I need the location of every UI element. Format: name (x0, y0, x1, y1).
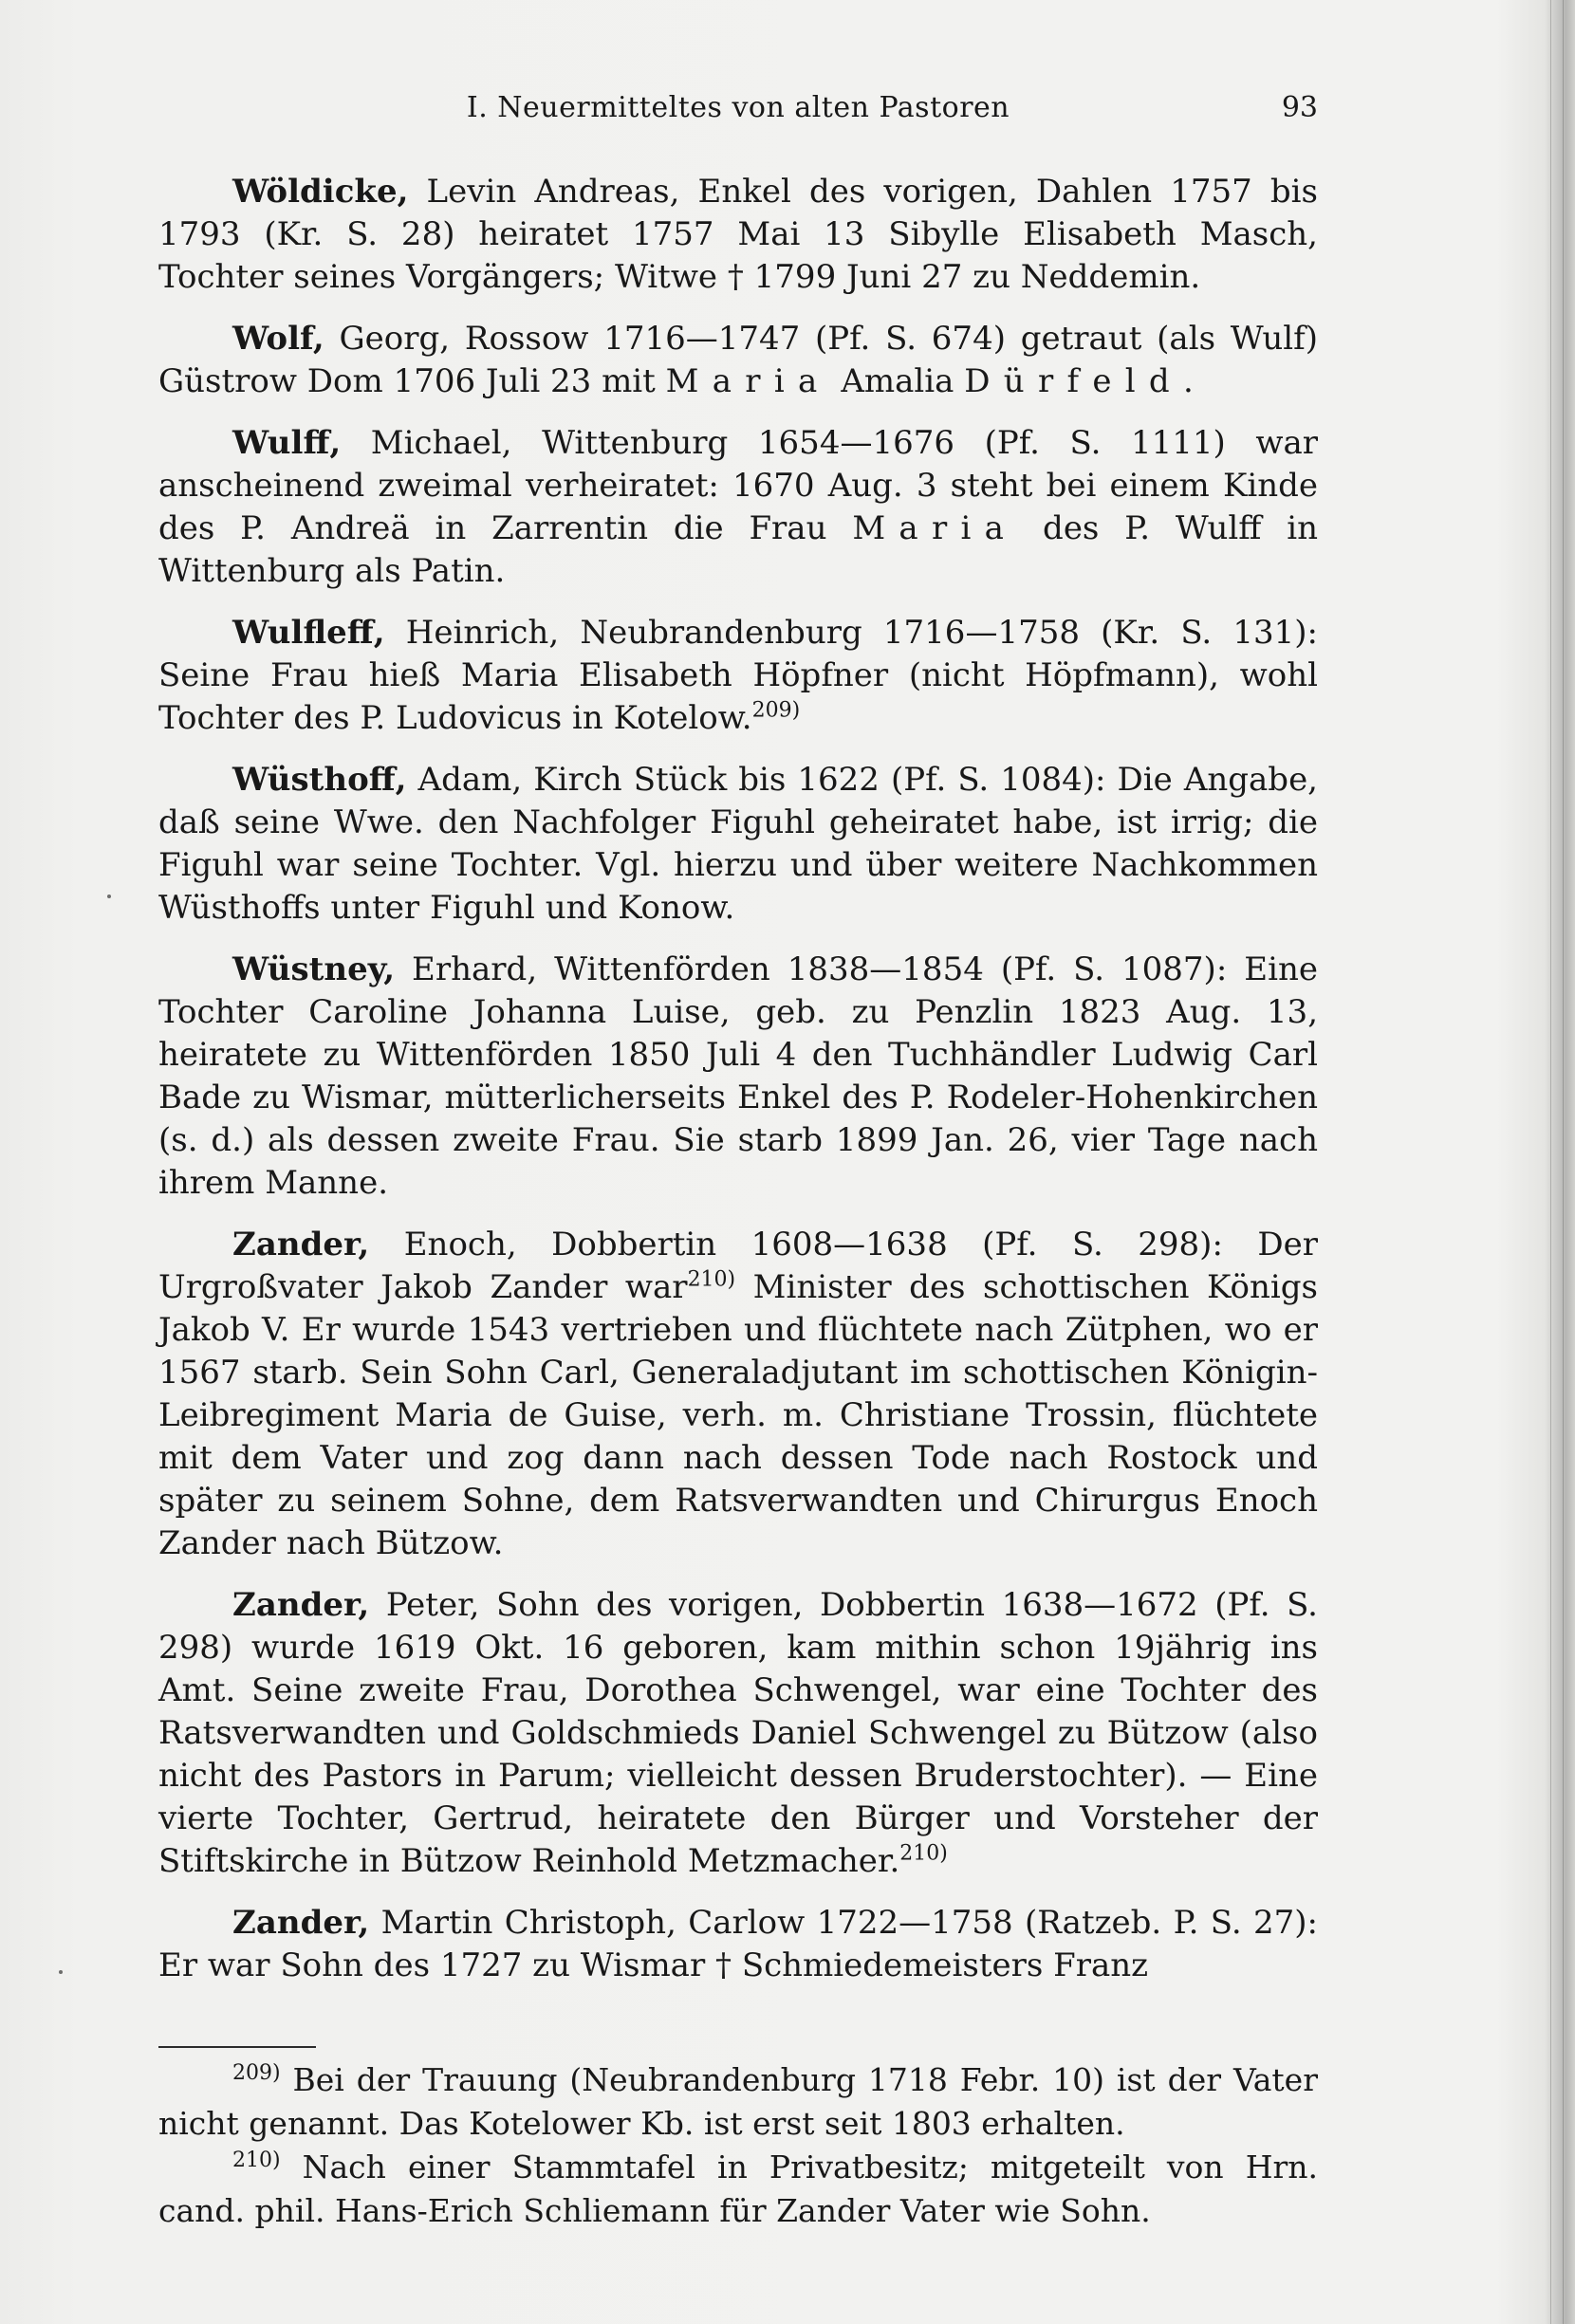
entry-text: Michael, Wittenburg 1654—1676 (Pf. S. 1111) war anscheinend zweimal verheiratet: 1670 Aug. 3 steht bei einem Kinde des P. Andreä in Zarrentin die Frau (158, 424, 1318, 547)
footnote-marker: 210) (232, 2149, 281, 2172)
scan-speck (59, 1970, 63, 1974)
entry-zander-enoch (158, 1224, 1318, 1565)
entry-text: Peter, Sohn des vorigen, Dobbertin 1638—1672 (Pf. S. 298) wurde 1619 Okt. 16 geboren, kam mithin schon 19jährig ins Amt. Seine zweite Frau, Dorothea Schwengel, war eine Tochter des Ratsverwandten und Goldschmieds Daniel Schwengel zu Bützow (also nicht des Pastors in Parum; vielleicht dessen Bruderstochter). — Eine vierte Tochter, Gertrud, heiratete den Bürger und Vorsteher der Stiftskirche in Bützow Reinhold Metzmacher. (158, 1586, 1318, 1880)
entry-name: Zander, (232, 1586, 370, 1624)
spaced-name: Dürfeld (964, 362, 1183, 400)
entry-wulff (158, 422, 1318, 593)
entry-zander-martin (158, 1902, 1318, 1987)
entry-wulfleff (158, 612, 1318, 740)
running-head: I. Neuermitteltes von alten Pastoren (466, 91, 1010, 124)
footnote-reference: 210) (899, 1841, 948, 1866)
entry-name: Wöldicke, (232, 173, 409, 211)
spaced-name: Maria (665, 362, 831, 400)
scan-speck (107, 895, 111, 898)
entry-wuesthoff (158, 759, 1318, 930)
footnotes (158, 2058, 1318, 2233)
footnote-reference: 210) (687, 1267, 736, 1292)
entry-name: Wulff, (232, 424, 342, 462)
entry-wolf (158, 318, 1318, 403)
entry-name: Zander, (232, 1904, 370, 1942)
footnote-text: Nach einer Stammtafel in Privatbesitz; mitgeteilt von Hrn. cand. phil. Hans-Erich Schliemann für Zander Vater wie Sohn. (158, 2149, 1318, 2229)
entry-text: . (1182, 362, 1194, 400)
entry-text: des P. Wulff in Wittenburg als Patin. (158, 509, 1318, 590)
page-gutter-lines (1550, 0, 1564, 2324)
entry-text: Erhard, Wittenförden 1838—1854 (Pf. S. 1087): Eine Tochter Caroline Johanna Luise, geb. zu Penzlin 1823 Aug. 13, heiratete zu Wittenförden 1850 Juli 4 den Tuchhändler Ludwig Carl Bade zu Wismar, mütterlicherseits Enkel des P. Rodeler-Hohenkirchen (s. d.) als dessen zweite Frau. Sie starb 1899 Jan. 26, vier Tage nach ihrem Manne. (158, 950, 1318, 1202)
entry-text: Adam, Kirch Stück bis 1622 (Pf. S. 1084): Die Angabe, daß seine Wwe. den Nachfolger Figuhl geheiratet habe, ist irrig; die Figuhl war seine Tochter. Vgl. hierzu und über weitere Nachkommen Wüsthoffs unter Figuhl und Konow. (158, 761, 1318, 927)
entry-text: Georg, Rossow 1716—1747 (Pf. S. 674) getraut (als Wulf) Güstrow Dom 1706 Juli 23 mit (158, 320, 1318, 400)
page-number: 93 (1281, 91, 1318, 124)
entry-text: Heinrich, Neubrandenburg 1716—1758 (Kr. S. 131): Seine Frau hieß Maria Elisabeth Höpfner (nicht Höpfmann), wohl Tochter des P. Ludovicus in Kotelow. (158, 614, 1318, 737)
entry-name: Wüsthoff, (232, 761, 407, 799)
footnote-209 (158, 2058, 1318, 2146)
footnote-text: Bei der Trauung (Neubrandenburg 1718 Febr. 10) ist der Vater nicht genannt. Das Kotelower Kb. ist erst seit 1803 erhalten. (158, 2061, 1318, 2142)
entry-wuestney (158, 949, 1318, 1205)
footnote-rule (158, 2046, 316, 2048)
entry-text: Levin Andreas, Enkel des vorigen, Dahlen 1757 bis 1793 (Kr. S. 28) heiratet 1757 Mai 13 Sibylle Elisabeth Masch, Tochter seines Vorgängers; Witwe † 1799 Juni 27 zu Neddemin. (158, 173, 1318, 296)
page-header (158, 87, 1318, 129)
entry-text: Minister des schottischen Königs Jakob V. Er wurde 1543 vertrieben und flüchtete nach Zütphen, wo er 1567 starb. Sein Sohn Carl, Generaladjutant im schottischen Königin-Leibregiment Maria de Guise, verh. m. Christiane Trossin, flüchtete mit dem Vater und zog dann nach dessen Tode nach Rostock und später zu seinem Sohne, dem Ratsverwandten und Chirurgus Enoch Zander nach Bützow. (158, 1268, 1319, 1562)
entry-woeldicke (158, 171, 1318, 299)
main-text (158, 171, 1318, 2006)
entry-name: Wüstney, (232, 950, 396, 988)
footnote-reference: 209) (751, 698, 801, 723)
entry-text: Martin Christoph, Carlow 1722—1758 (Ratzeb. P. S. 27): Er war Sohn des 1727 zu Wismar † Schmiedemeisters Franz (158, 1904, 1318, 1984)
entry-text: Enoch, Dobbertin 1608—1638 (Pf. S. 298): Der Urgroßvater Jakob Zander war (158, 1226, 1318, 1306)
entry-name: Zander, (232, 1226, 370, 1263)
entry-name: Wulfleff, (232, 614, 385, 652)
entry-name: Wolf, (232, 320, 324, 358)
entry-text: Amalia (830, 362, 965, 400)
footnote-210 (158, 2146, 1318, 2233)
spaced-name: Maria (852, 509, 1018, 547)
entry-zander-peter (158, 1584, 1318, 1883)
footnote-marker: 209) (232, 2061, 281, 2085)
